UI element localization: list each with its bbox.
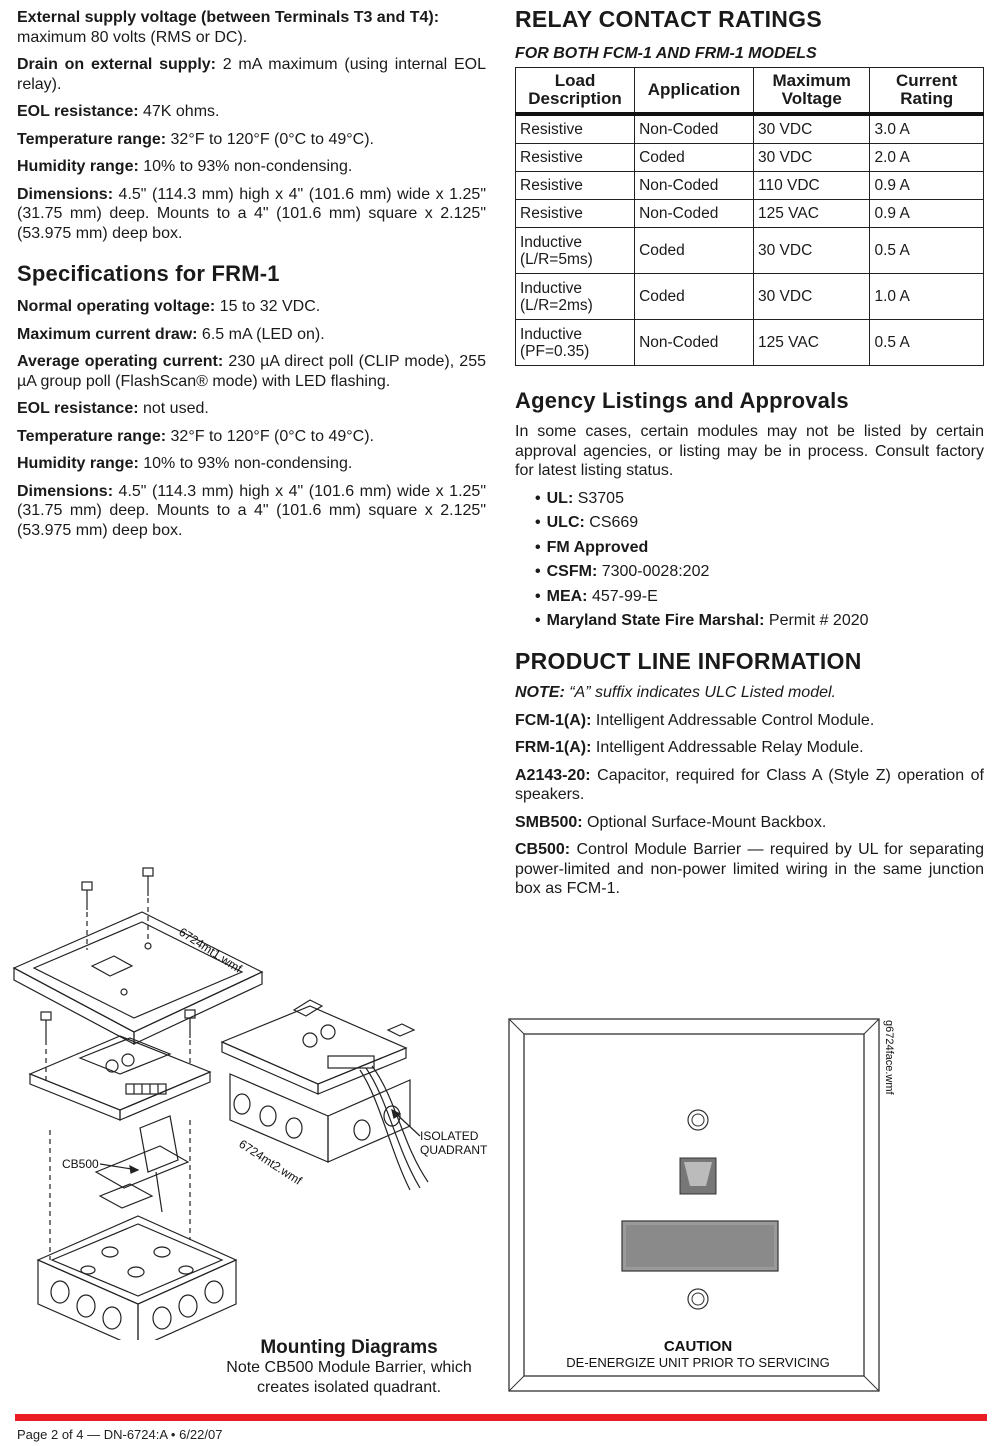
caption-title: Mounting Diagrams [260, 1337, 438, 1358]
item-value: S3705 [573, 489, 624, 507]
table-cell: Non-Coded [635, 114, 754, 144]
caption-line: creates isolated quadrant. [256, 1379, 442, 1396]
table-cell: Coded [635, 274, 754, 320]
spec-value: 15 to 32 VDC. [215, 298, 321, 315]
spec-value: 4.5" (114.3 mm) high x 4" (101.6 mm) wide x 1.25" (31.75 mm) deep. Mounts to a 4" (101.6 mm) square x 2.125" (53.975 mm) deep box. [17, 482, 486, 539]
table-cell: 30 VDC [754, 144, 870, 172]
quadrant-label: QUADRANT [420, 1143, 488, 1157]
item-value: Permit # 2020 [764, 612, 869, 629]
cb500-label: CB500 [62, 1157, 99, 1171]
isolated-label: ISOLATED [420, 1129, 479, 1143]
spec-value: 2 mA maximum (using internal EOL relay). [17, 56, 486, 93]
relay-table [515, 67, 984, 366]
list-item: • MEA: 457-99-E [535, 587, 658, 605]
caution-subtitle: DE-ENERGIZE UNIT PRIOR TO SERVICING [566, 1355, 830, 1370]
spec-value: 47K ohms. [138, 103, 220, 120]
item-text: Intelligent Addressable Control Module. [591, 711, 875, 729]
table-row [516, 228, 984, 274]
spec-value: 10% to 93% non-condensing. [138, 455, 353, 472]
table-row [516, 114, 984, 144]
table-cell: Inductive (L/R=2ms) [516, 274, 635, 320]
spec-temperature [17, 427, 486, 447]
spec-label: External supply voltage (between Terminals T3 and T4): [17, 9, 440, 26]
table-header-row [516, 68, 984, 115]
list-item: • ULC: CS669 [535, 514, 639, 531]
table-cell: 30 VDC [754, 228, 870, 274]
column-header: Load Description [516, 68, 635, 115]
item-label: A2143-20: [515, 766, 591, 784]
table-cell: 3.0 A [870, 114, 984, 144]
item-label: Maryland State Fire Marshal: [546, 612, 765, 629]
table-cell: Non-Coded [635, 200, 754, 228]
led-window-icon [680, 1158, 716, 1194]
relay-subtitle: FOR BOTH FCM-1 AND FRM-1 MODELS [515, 45, 817, 62]
table-cell: Resistive [516, 144, 635, 172]
table-cell: 30 VDC [754, 274, 870, 320]
table-cell: Inductive (PF=0.35) [516, 320, 635, 366]
spec-humidity [17, 454, 486, 474]
item-label: FCM-1(A): [515, 711, 592, 729]
right-column [515, 6, 984, 907]
spec-value: not used. [138, 400, 209, 417]
column-header: Application [635, 68, 754, 115]
note-label: NOTE: [515, 684, 565, 701]
table-cell: 0.9 A [870, 200, 984, 228]
product-item [515, 766, 984, 805]
table-row [516, 274, 984, 320]
spec-drain [17, 55, 486, 94]
footer-bar [15, 1414, 987, 1421]
spec-label: Temperature range: [17, 130, 167, 148]
spec-value: 230 µA direct poll (CLIP mode), 255 µA group poll (FlashScan® mode) with LED flashing. [17, 353, 487, 390]
product-item [515, 813, 984, 833]
spec-label: Humidity range: [17, 455, 139, 472]
spec-dimensions [17, 185, 486, 244]
table-cell: 125 VAC [754, 320, 870, 366]
caption-line: Note CB500 Module Barrier, which [226, 1359, 472, 1376]
item-label: MEA: [546, 587, 588, 605]
table-cell: Coded [635, 228, 754, 274]
spec-temperature [17, 130, 486, 150]
spec-label: Average operating current: [17, 353, 224, 370]
list-item: • CSFM: 7300-0028:202 [535, 563, 710, 580]
file-label-2: 6724mt2.wmf [236, 1136, 305, 1188]
spec-humidity [17, 157, 486, 177]
spec-label: EOL resistance: [17, 400, 139, 417]
spec-label: Drain on external supply: [17, 56, 216, 73]
table-cell: Non-Coded [635, 320, 754, 366]
screw-icon [82, 868, 153, 910]
spec-external-supply [17, 8, 486, 47]
product-item [515, 738, 984, 758]
list-item: • UL: S3705 [535, 489, 624, 507]
agency-list [515, 489, 984, 631]
diagram-caption [196, 1338, 502, 1398]
spec-label: Dimensions: [17, 482, 114, 500]
table-row [516, 200, 984, 228]
table-row [516, 144, 984, 172]
item-label: ULC: [546, 514, 585, 531]
spec-value: 6.5 mA (LED on). [197, 325, 325, 343]
mounting-diagram [10, 860, 500, 1340]
item-label: FM Approved [546, 538, 649, 556]
frm-specs [17, 297, 486, 540]
spec-current-draw [17, 325, 486, 345]
item-label: UL: [546, 489, 574, 507]
spec-eol [17, 399, 486, 419]
table-row [516, 320, 984, 366]
file-label-face: g6724face.wmf [883, 1020, 895, 1095]
item-label: FRM-1(A): [515, 739, 592, 756]
spec-value: 10% to 93% non-condensing. [138, 158, 353, 175]
table-cell: 110 VDC [754, 172, 870, 200]
product-title: PRODUCT LINE INFORMATION [515, 648, 862, 674]
footer-text: Page 2 of 4 — DN-6724:A • 6/22/07 [17, 1427, 223, 1442]
faceplate-file-label [882, 1018, 898, 1128]
table-cell: Resistive [516, 172, 635, 200]
table-cell: 2.0 A [870, 144, 984, 172]
column-header: Maximum Voltage [754, 68, 870, 115]
table-cell: Coded [635, 144, 754, 172]
item-label: CSFM: [546, 563, 598, 580]
table-cell: Inductive (L/R=5ms) [516, 228, 635, 274]
item-text: Control Module Barrier — required by UL for separating power-limited and non-power limited wiring in the same junction box as FCM-1. [515, 841, 984, 897]
product-item [515, 840, 984, 899]
list-item: • Maryland State Fire Marshal: Permit # 2020 [535, 612, 869, 629]
item-value: CS669 [584, 514, 639, 531]
faceplate-diagram [508, 1018, 880, 1392]
item-value: 457-99-E [587, 587, 658, 605]
spec-value: maximum 80 volts (RMS or DC). [17, 28, 248, 46]
spec-value: 32°F to 120°F (0°C to 49°C). [166, 130, 374, 148]
table-cell: 1.0 A [870, 274, 984, 320]
fcm-specs [17, 8, 486, 243]
table-cell: 30 VDC [754, 114, 870, 144]
item-text: Optional Surface-Mount Backbox. [582, 813, 827, 831]
item-label: CB500: [515, 841, 571, 858]
spec-label: Maximum current draw: [17, 325, 198, 343]
column-header: Current Rating [870, 68, 984, 115]
table-cell: 0.5 A [870, 228, 984, 274]
agency-title: Agency Listings and Approvals [515, 388, 849, 413]
agency-intro: In some cases, certain modules may not be listed by certain approval agencies, or listing may be in process. Consult factory for latest listing status. [515, 423, 984, 479]
left-column [17, 8, 486, 548]
spec-label: Normal operating voltage: [17, 298, 216, 315]
spec-operating-voltage [17, 297, 486, 317]
spec-average-current [17, 352, 486, 391]
table-cell: 0.5 A [870, 320, 984, 366]
frm-section-title: Specifications for FRM-1 [17, 261, 280, 286]
table-cell: 125 VAC [754, 200, 870, 228]
table-row [516, 172, 984, 200]
item-text: Capacitor, required for Class A (Style Z) operation of speakers. [515, 766, 984, 803]
item-text: Intelligent Addressable Relay Module. [591, 739, 864, 756]
item-value: 7300-0028:202 [597, 563, 710, 580]
spec-label: Temperature range: [17, 427, 167, 445]
item-label: SMB500: [515, 813, 583, 831]
spec-value: 4.5" (114.3 mm) high x 4" (101.6 mm) wide x 1.25" (31.75 mm) deep. Mounts to a 4" (101.6 mm) square x 2.125" (53.975 mm) deep box. [17, 185, 486, 242]
product-note [515, 683, 984, 703]
spec-eol [17, 102, 486, 122]
relay-title: RELAY CONTACT RATINGS [515, 6, 823, 32]
spec-label: Humidity range: [17, 158, 139, 175]
spec-value: 32°F to 120°F (0°C to 49°C). [166, 427, 374, 445]
caution-title: CAUTION [663, 1338, 733, 1355]
table-cell: Resistive [516, 200, 635, 228]
list-item: • FM Approved [535, 538, 649, 556]
spec-label: EOL resistance: [17, 103, 139, 120]
spec-label: Dimensions: [17, 185, 114, 203]
file-label-1: 6724mt1.wmf [176, 924, 245, 976]
table-cell: Resistive [516, 114, 635, 144]
table-cell: 0.9 A [870, 172, 984, 200]
note-text: “A” suffix indicates ULC Listed model. [564, 684, 836, 701]
spec-dimensions [17, 482, 486, 541]
product-item [515, 711, 984, 731]
table-cell: Non-Coded [635, 172, 754, 200]
